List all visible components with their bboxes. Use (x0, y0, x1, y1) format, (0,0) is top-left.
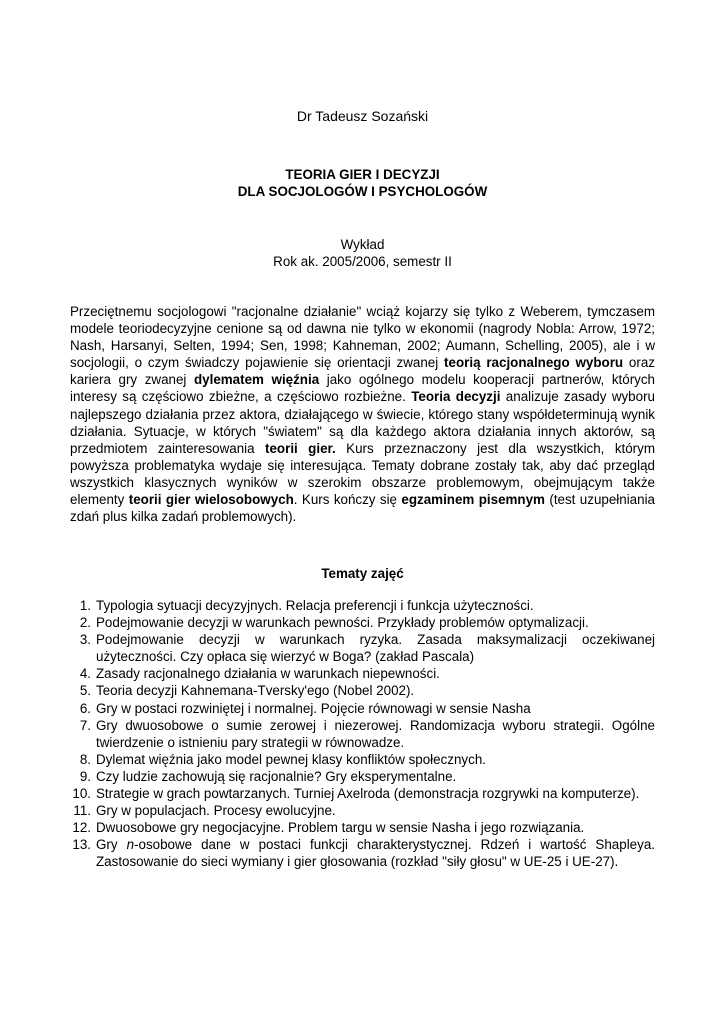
item-number: 13. (72, 837, 91, 853)
intro-bold-term: dylematem więźnia (193, 372, 320, 388)
intro-text: analizuje zasady wyboru najlepszego działania przez aktora, działającego w świecie, którego stany współdeterminują wynik działania. Sytuacje, w których "światem" są dla każdego aktora działania innych aktorów, są przedmiotem zainteresowania (70, 389, 655, 456)
intro-bold-term: teorii gier wielosobowych (128, 492, 294, 508)
item-number: 8. (79, 751, 91, 767)
intro-bold-term: teorii gier. (265, 440, 336, 456)
item-number: 4. (79, 666, 91, 682)
item-text: Czy ludzie zachowują się racjonalnie? Gry eksperymentalne. (96, 768, 457, 784)
intro-text: Przeciętnemu socjologowi "racjonalne działanie" wciąż kojarzy się tylko z Weberem, tymczasem modele teoriodecyzyjne cenione są od dawna nie tylko w ekonomii (nagrody Nobla: Arrow, 1972; Nash, Harsanyi, Selten, 1994; Sen, 1998; Kahneman, 2002; Aumann, Schelling, 2005), ale i w socjologii, o czym świadczy pojawienie się orientacji zwanej (70, 304, 655, 371)
item-text: Dwuosobowe gry negocjacyjne. Problem targu w sensie Nasha i jego rozwiązania. (96, 820, 585, 836)
item-text: -osobowe dane w postaci funkcji charakterystycznej. Rdzeń i wartość Shapleya. Zastosowanie do sieci wymiany i gier głosowania (rozkład "siły głosu" w UE-25 i UE-27). (96, 837, 655, 870)
list-item (70, 751, 655, 768)
intro-text: (test uzupełniania zdań plus kilka zadań problemowych). (70, 492, 655, 525)
item-text-prefix: Gry (96, 837, 127, 853)
item-text: Gry w postaci rozwiniętej i normalnej. Pojęcie równowagi w sensie Nasha (96, 700, 531, 716)
intro-text: oraz kariera gry zwanej (70, 355, 655, 388)
intro-text: Kurs przeznaczony jest dla wszystkich, którym powyższa problematyka wydaje się interesująca. Tematy dobrane zostały tak, aby dać przegląd wszystkich klasycznych wyników w szerokim obszarze problemowym, obejmującym także elementy (70, 440, 655, 508)
item-text: Teoria decyzji Kahnemana-Tversky'ego (Nobel 2002). (96, 683, 415, 699)
list-item (70, 836, 655, 870)
list-item (70, 717, 655, 751)
intro-bold-term: egzaminem pisemnym (401, 492, 545, 508)
document-title (0, 166, 725, 200)
item-number: 11. (73, 803, 91, 819)
item-text: Podejmowanie decyzji w warunkach pewności. Przykłady problemów optymalizacji. (96, 615, 589, 631)
intro-text: . Kurs kończy się (293, 492, 402, 508)
intro-text: jako ogólnego modelu kooperacji partnerów, których interesy są częściowo zbieżne, a częściowo rozbieżne. (70, 372, 655, 405)
topics-list (70, 597, 655, 871)
item-text: Strategie w grach powtarzanych. Turniej Axelroda (demonstracja rozgrywki na komputerze). (96, 786, 640, 802)
item-number: 2. (79, 615, 91, 631)
item-text: Gry w populacjach. Procesy ewolucyjne. (96, 803, 336, 819)
item-number: 9. (79, 768, 91, 784)
title-line-1: TEORIA GIER I DECYZJI (285, 167, 440, 182)
item-text: Zasady racjonalnego działania w warunkach niepewności. (96, 666, 440, 682)
item-number: 3. (79, 632, 91, 648)
item-text: Gry dwuosobowe o sumie zerowej i niezerowej. Randomizacja wyboru strategii. Ogólne twierdzenie o istnieniu pary strategii w równowadze. (96, 717, 655, 750)
academic-year: Rok ak. 2005/2006, semestr II (273, 254, 452, 269)
intro-paragraph (70, 303, 655, 525)
list-item (70, 597, 655, 614)
list-item (70, 682, 655, 699)
list-item (70, 819, 655, 836)
topics-heading: Tematy zajęć (321, 566, 404, 581)
list-item (70, 802, 655, 819)
list-item (70, 631, 655, 665)
item-number: 10. (72, 786, 91, 802)
item-number: 12. (72, 820, 91, 836)
title-line-2: DLA SOCJOLOGÓW I PSYCHOLOGÓW (237, 184, 488, 199)
list-item (70, 665, 655, 682)
list-item (70, 785, 655, 802)
lecture-info (0, 236, 725, 270)
item-text: Typologia sytuacji decyzyjnych. Relacja preferencji i funkcja użyteczności. (96, 598, 534, 613)
item-text: Dylemat więźnia jako model pewnej klasy konfliktów społecznych. (96, 751, 486, 767)
item-number: 1. (79, 598, 91, 613)
item-number: 7. (79, 717, 91, 733)
item-number: 5. (79, 683, 91, 699)
item-text: Podejmowanie decyzji w warunkach ryzyka. Zasada maksymalizacji oczekiwanej użyteczności. Czy opłaca się wierzyć w Boga? (zakład Pascala) (96, 632, 655, 665)
intro-bold-term: Teoria decyzji (411, 389, 501, 405)
author-name: Dr Tadeusz Sozański (296, 108, 429, 124)
item-number: 6. (79, 700, 91, 716)
intro-bold-term: teorią racjonalnego wyboru (444, 355, 624, 371)
item-text-italic: n (126, 837, 135, 853)
lecture-type: Wykład (340, 237, 385, 252)
list-item (70, 768, 655, 785)
list-item (70, 700, 655, 717)
list-item (70, 614, 655, 631)
